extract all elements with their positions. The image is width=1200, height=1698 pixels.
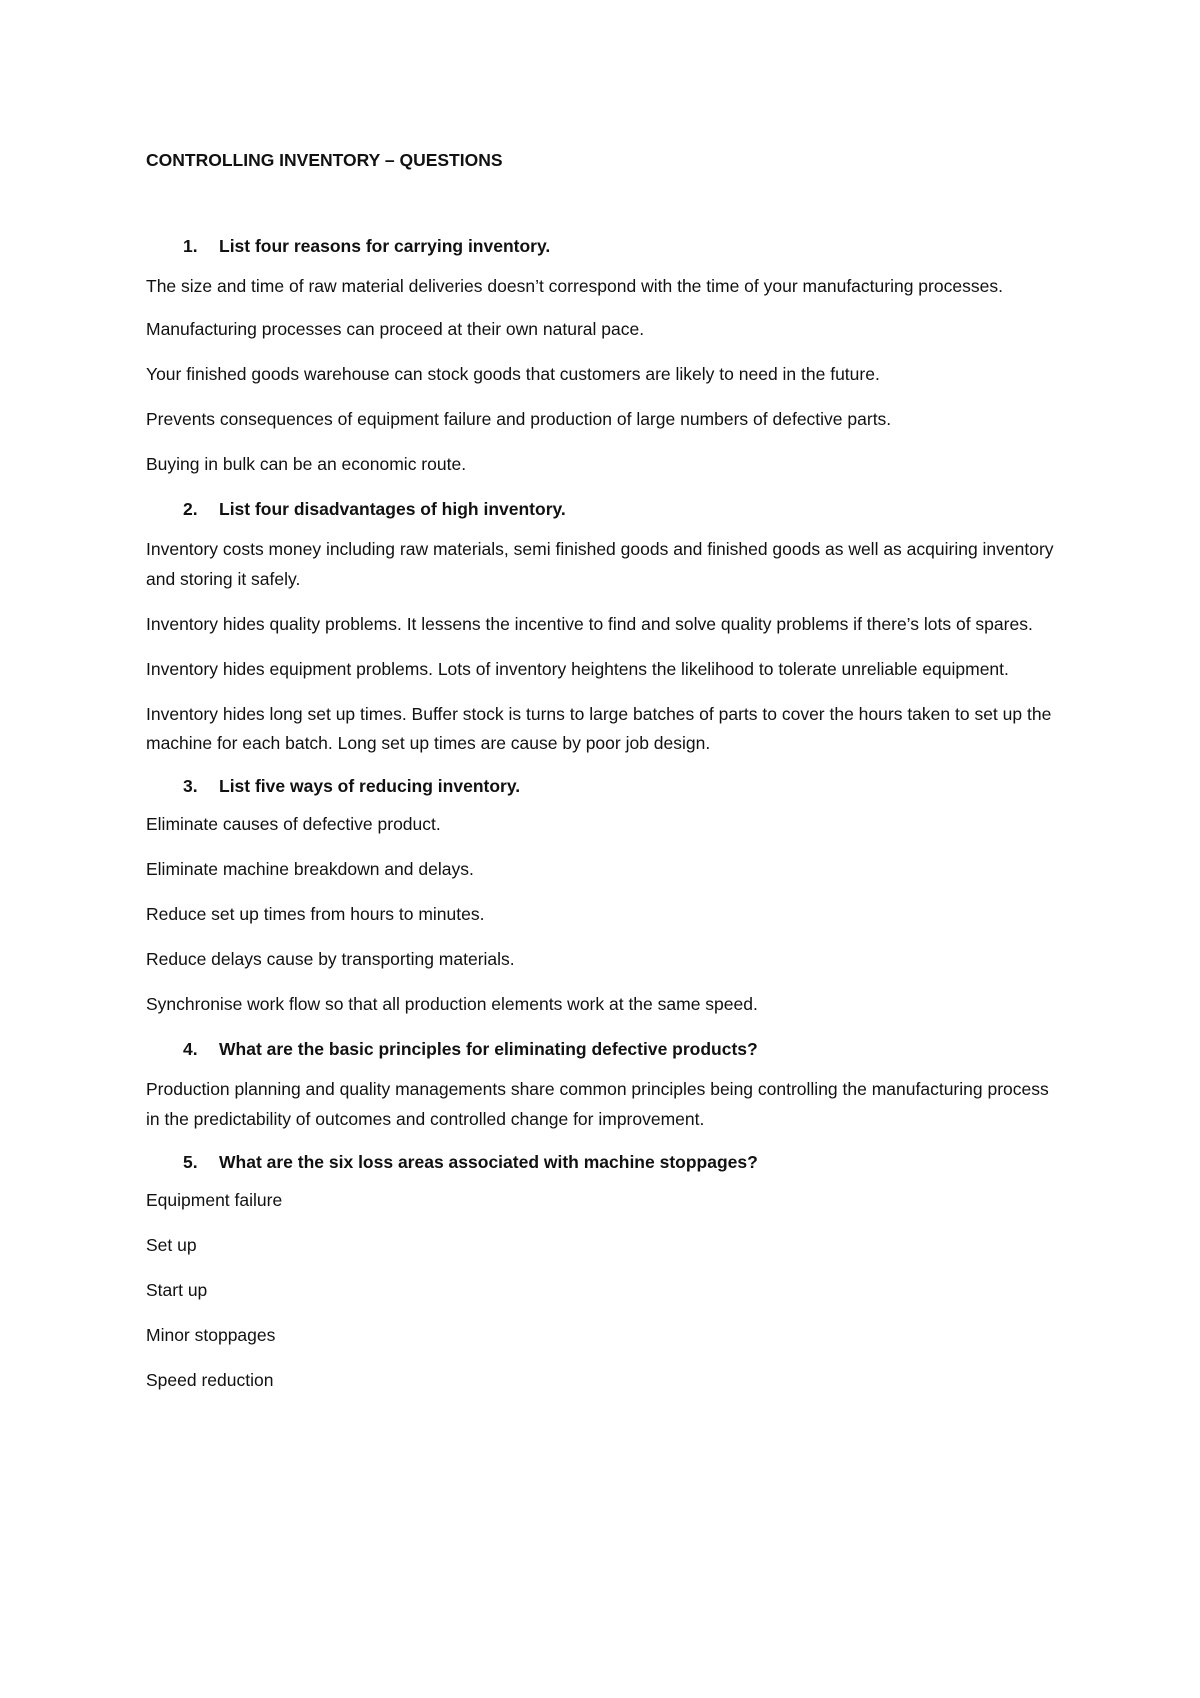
answer-paragraph: Eliminate machine breakdown and delays. (146, 859, 474, 879)
answer-paragraph: Manufacturing processes can proceed at their own natural pace. (146, 319, 645, 339)
answer-paragraph: Equipment failure (146, 1189, 283, 1210)
answer-paragraph: The size and time of raw material deliveries doesn’t correspond with the time of your manufacturing processes. (146, 276, 1003, 296)
question-heading (146, 1037, 1066, 1061)
answer-paragraph: Inventory hides equipment problems. Lots of inventory heightens the likelihood to tolerate unreliable equipment. (146, 658, 1009, 679)
answer-paragraph: Your finished goods warehouse can stock goods that customers are likely to need in the future. (146, 364, 880, 384)
question-text: What are the basic principles for eliminating defective products? (219, 1039, 758, 1059)
answer-paragraph: Production planning and quality managements share common principles being controlling the manufacturing process in the predictability of outcomes and controlled change for improvement. (146, 1079, 1049, 1129)
question-number: 1. (183, 236, 198, 256)
question-number: 4. (183, 1039, 198, 1059)
question-text: List four disadvantages of high inventory. (219, 499, 566, 519)
answer-paragraph: Speed reduction (146, 1369, 274, 1390)
answer-paragraph: Eliminate causes of defective product. (146, 814, 441, 834)
answer-paragraph: Reduce set up times from hours to minutes. (146, 904, 485, 924)
question-number: 2. (183, 499, 198, 519)
question-heading (146, 774, 1066, 798)
question-heading (146, 234, 1066, 258)
question-number: 5. (183, 1151, 198, 1172)
document-body (146, 148, 1066, 1413)
page-title: CONTROLLING INVENTORY – QUESTIONS (146, 150, 503, 170)
answer-paragraph: Synchronise work flow so that all production elements work at the same speed. (146, 994, 758, 1014)
answer-paragraph: Start up (146, 1279, 208, 1300)
answer-paragraph: Inventory costs money including raw materials, semi finished goods and finished goods as well as acquiring inventory and storing it safely. (146, 539, 1054, 589)
question-number: 3. (183, 776, 198, 796)
question-heading (146, 497, 1066, 521)
answer-paragraph: Reduce delays cause by transporting materials. (146, 949, 515, 969)
answer-paragraph: Set up (146, 1234, 197, 1255)
question-heading (146, 1150, 1066, 1174)
question-text: What are the six loss areas associated with machine stoppages? (219, 1151, 758, 1172)
question-text: List four reasons for carrying inventory. (219, 236, 551, 256)
answer-paragraph: Minor stoppages (146, 1324, 276, 1345)
question-text: List five ways of reducing inventory. (219, 776, 521, 796)
answer-paragraph: Prevents consequences of equipment failure and production of large numbers of defective parts. (146, 409, 892, 429)
answer-paragraph: Inventory hides long set up times. Buffer stock is turns to large batches of parts to cover the hours taken to set up the machine for each batch. Long set up times are cause by poor job design. (146, 703, 1052, 753)
answer-paragraph: Buying in bulk can be an economic route. (146, 454, 467, 474)
answer-paragraph: Inventory hides quality problems. It lessens the incentive to find and solve quality problems if there’s lots of spares. (146, 613, 1033, 634)
